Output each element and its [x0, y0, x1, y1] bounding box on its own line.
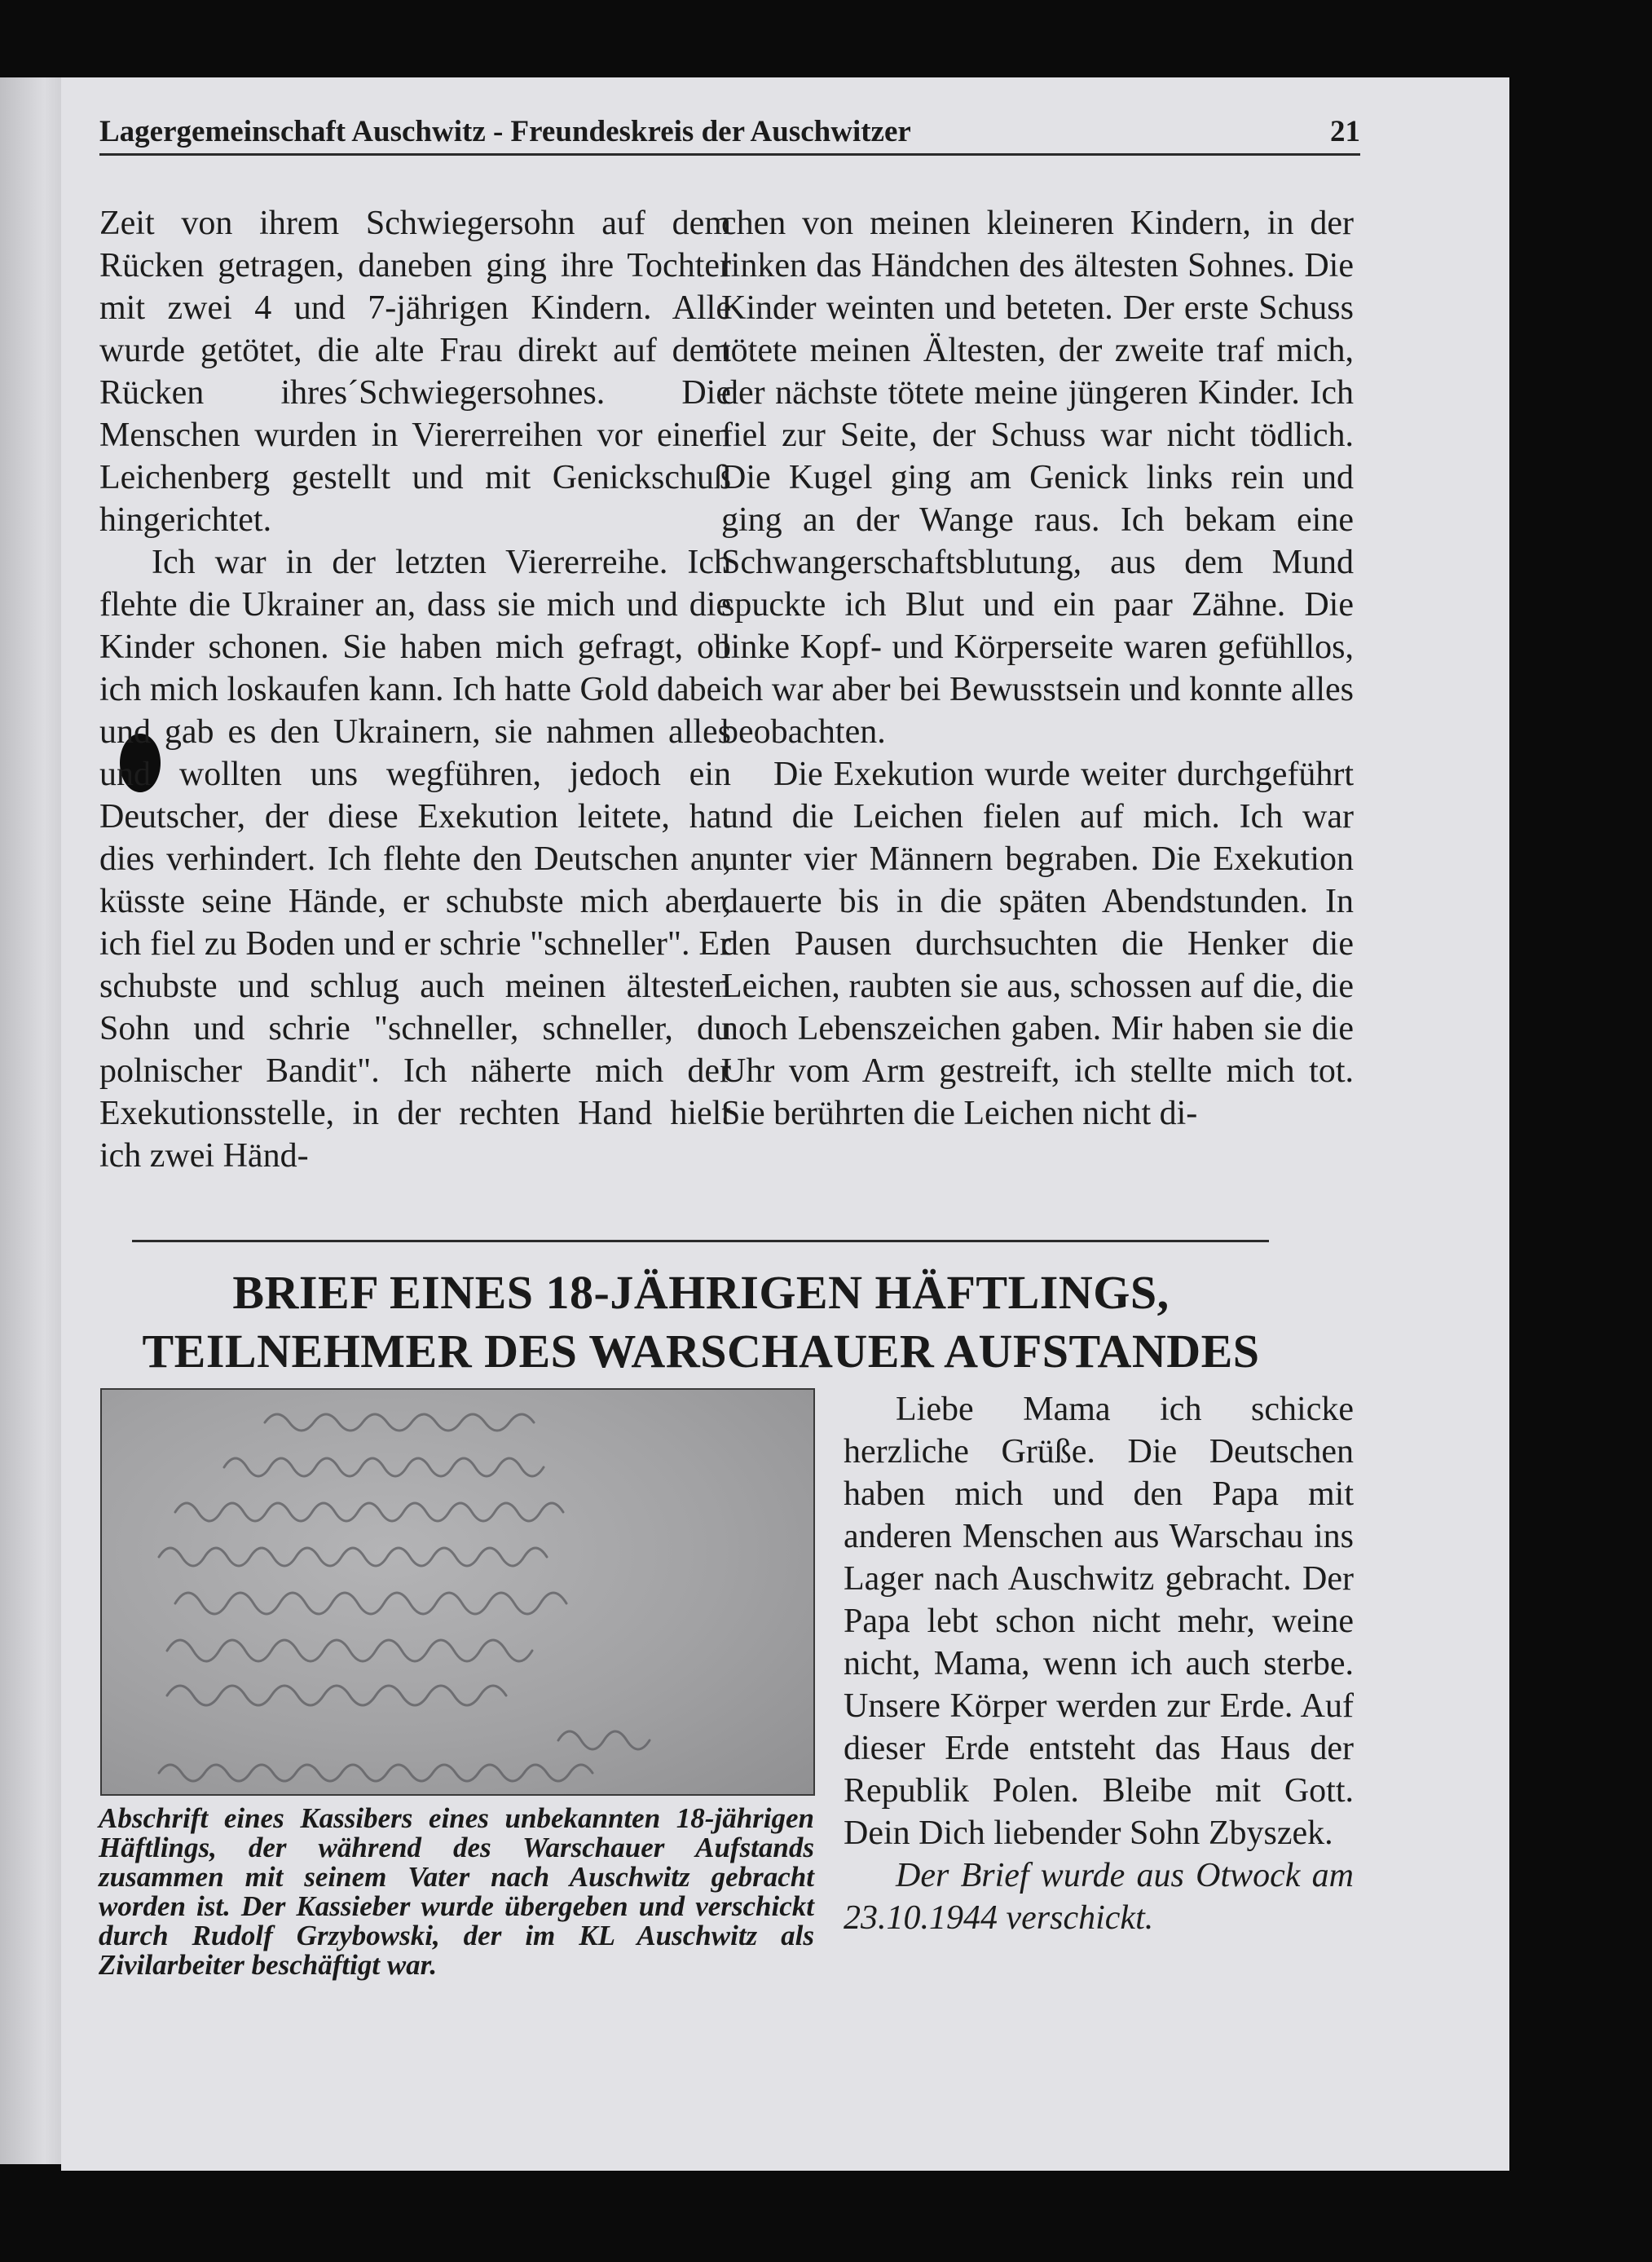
text-column-right	[721, 202, 1354, 1135]
handwriting-illustration	[102, 1390, 813, 1794]
kassiber-photo	[100, 1388, 815, 1796]
paragraph: Die Exekution wurde weiter durchgeführt und die Leichen fielen auf mich. Ich war unter vier Männern begraben. Die Exekution dauerte bis in die späten Abendstunden. In den Pausen durchsuchten die Henker die Leichen, raubten sie aus, schossen auf die, die noch Lebenszeichen gaben. Mir haben sie die Uhr vom Arm gestreift, ich stellte mich tot. Sie berührten die Leichen nicht di-	[721, 756, 1354, 1132]
section-divider	[132, 1240, 1269, 1242]
text-column-left	[99, 202, 731, 1177]
facing-page-edge	[0, 77, 65, 2164]
page-number: 21	[1330, 115, 1360, 148]
paragraph: Ich war in der letzten Viererreihe. Ich flehte die Ukrainer an, dass sie mich und die Kinder schonen. Sie haben mich gefragt, ob ich mich loskaufen kann. Ich hatte Gold dabei und gab es den Ukrainern, sie nahmen alles und wollten uns wegführen, jedoch ein Deutscher, der diese Exekution leitete, hat dies verhindert. Ich flehte den Deutschen an, küsste seine Hände, er schubste mich aber, ich fiel zu Boden und er schrie "schneller". Er schubste und schlug auch meinen ältesten Sohn und schrie "schneller, schneller, du polnischer Bandit". Ich näherte mich der Exekutionsstelle, in der rechten Hand hielt ich zwei Händ-	[99, 544, 731, 1175]
section-heading-line: BRIEF EINES 18-JÄHRIGEN HÄFTLINGS,	[232, 1266, 1170, 1319]
running-head-title: Lagergemeinschaft Auschwitz - Freundeskreis der Auschwitzer	[99, 115, 911, 148]
figure-caption: Abschrift eines Kassibers eines unbekannten 18-jährigen Häftlings, der während des Warschauer Aufstands zusammen mit seinem Vater nach Auschwitz gebracht worden ist. Der Kassieber wurde übergeben und verschickt durch Rudolf Grzybowski, der im KL Auschwitz als Zivilarbeiter beschäftigt war.	[99, 1802, 814, 1981]
section-heading	[122, 1263, 1280, 1381]
section-heading-line: TEILNEHMER DES WARSCHAUER AUFSTANDES	[142, 1325, 1260, 1378]
paragraph: Zeit von ihrem Schwiegersohn auf dem Rücken getragen, daneben ging ihre Tochter mit zwei 4 und 7-jährigen Kindern. Alle wurde getötet, die alte Frau direkt auf dem Rücken ihres´Schwiegersohnes. Die Menschen wurden in Viererreihen vor einen Leichenberg gestellt und mit Genickschuß hingerichtet.	[99, 205, 731, 539]
letter-text: Liebe Mama ich schicke herzliche Grüße. Die Deutschen haben mich und den Papa mit anderen Menschen aus Warschau ins Lager nach Auschwitz gebracht. Der Papa lebt schon nicht mehr, weine nicht, Mama, wenn ich auch sterbe. Unsere Körper werden zur Erde. Auf dieser Erde entsteht das Haus der Republik Polen. Bleibe mit Gott. Dein Dich liebender Sohn Zbyszek.	[844, 1391, 1354, 1852]
letter-column	[844, 1388, 1354, 1939]
letter-signoff: Der Brief wurde aus Otwock am 23.10.1944 verschickt.	[844, 1857, 1354, 1937]
paragraph: chen von meinen kleineren Kindern, in der linken das Händchen des ältesten Sohnes. Die Kinder weinten und beteten. Der erste Schuss tötete meinen Ältesten, der zweite traf mich, der nächste tötete meine jüngeren Kinder. Ich fiel zur Seite, der Schuss war nicht tödlich. Die Kugel ging am Genick links rein und ging an der Wange raus. Ich bekam eine Schwangerschaftsblutung, aus dem Mund spuckte ich Blut und ein paar Zähne. Die linke Kopf- und Körperseite waren gefühllos, ich war aber bei Bewusstsein und konnte alles beobachten.	[721, 205, 1354, 751]
running-head	[99, 114, 1360, 156]
